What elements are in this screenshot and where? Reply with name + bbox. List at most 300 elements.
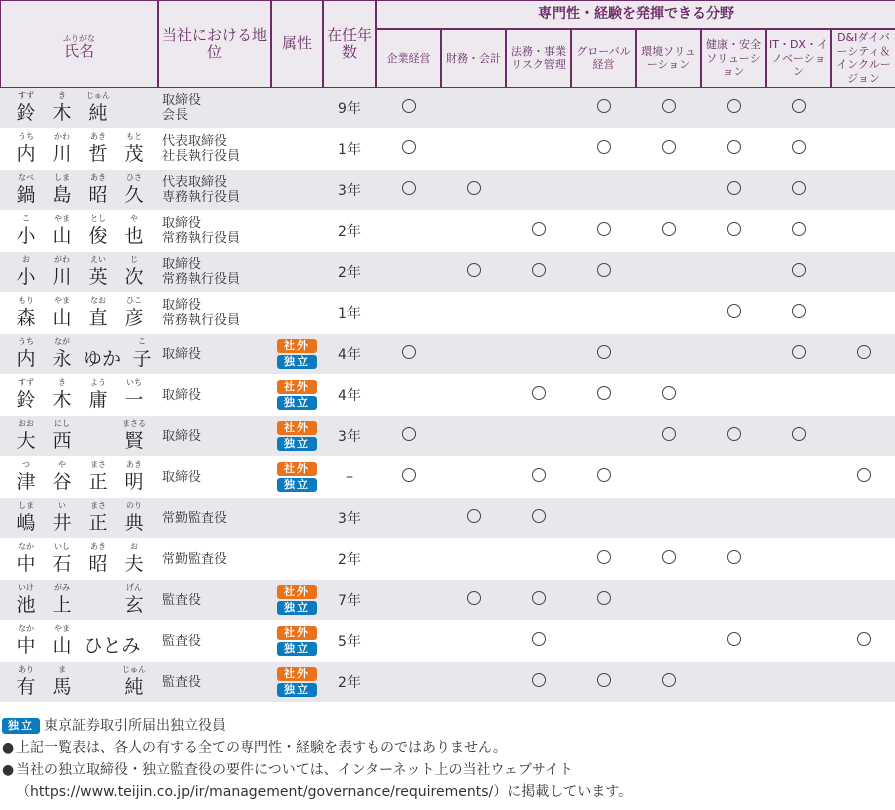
person-name [0,416,158,457]
circle-mark-icon [597,99,611,113]
name-kanji: 森 [16,307,36,329]
tenure-cell: 4年 [323,334,376,375]
name-ruby: あき [90,173,106,182]
name-char [46,214,78,251]
name-ruby: こ [22,214,30,223]
name-ruby: なか [18,542,34,551]
circle-mark-icon [532,263,546,277]
name-ruby: おお [18,419,34,428]
skill-cell-legal-risk [506,498,571,539]
circle-mark-icon [597,345,611,359]
circle-mark-icon [532,222,546,236]
skill-cell-health-safety [701,539,766,580]
header-skill-it-dx: IT・DX・イノベーション [766,29,831,88]
name-char [10,255,42,292]
tenure-cell: 5年 [323,621,376,662]
circle-mark-icon [727,427,741,441]
name-char [46,91,78,128]
person-name [0,334,158,375]
name-kanji: 純 [124,676,144,698]
tenure-cell: 2年 [323,211,376,252]
circle-mark-icon [662,673,676,687]
circle-mark-icon [597,263,611,277]
skill-cell-environment [636,662,701,703]
skill-cell-legal-risk [506,252,571,293]
circle-mark-icon [597,550,611,564]
skill-cell-health-safety [701,498,766,539]
name-char [10,624,42,661]
attribute-cell [271,457,323,498]
skill-cell-it-dx [766,211,831,252]
attribute-cell [271,170,323,211]
position-line: 社長執行役員 [162,149,241,164]
table-row [0,293,895,334]
circle-mark-icon [597,468,611,482]
skill-cell-health-safety [701,580,766,621]
circle-mark-icon [597,673,611,687]
name-ruby: いし [54,542,70,551]
name-ruby: がみ [54,583,70,592]
skill-cell-it-dx [766,293,831,334]
circle-mark-icon [467,509,481,523]
name-ruby: い [58,501,66,510]
name-kanji: 昭 [88,184,108,206]
table-row [0,498,895,539]
skill-cell-management [376,129,441,170]
tenure-cell: 1年 [323,129,376,170]
circle-mark-icon [662,99,676,113]
skill-cell-management [376,580,441,621]
circle-mark-icon [792,304,806,318]
skill-cell-management [376,621,441,662]
name-ruby: やま [54,624,70,633]
name-kanji: 次 [124,266,144,288]
name-kanji: 鍋 [16,184,36,206]
skill-cell-management [376,662,441,703]
skill-cell-legal-risk [506,416,571,457]
name-ruby: つ [22,460,30,469]
independent-badge: 独立 [277,355,317,369]
position-line: 監査役 [162,633,202,649]
circle-mark-icon [402,468,416,482]
position-line: 取締役 [162,298,202,313]
skill-cell-finance [441,88,506,129]
person-name [0,211,158,252]
circle-mark-icon [597,140,611,154]
skill-cell-management [376,293,441,334]
name-kanji: 川 [52,143,72,165]
name-kanji: 山 [52,635,72,657]
name-kanji: 直 [88,307,108,329]
outside-badge: 社外 [277,380,317,394]
position-line: 取締役 [162,93,202,108]
note-1 [2,737,892,759]
name-char [46,378,78,415]
name-char [118,214,150,251]
name-char [118,665,150,702]
name-char [46,501,78,538]
circle-mark-icon [727,181,741,195]
skill-cell-finance [441,457,506,498]
skill-cell-finance [441,621,506,662]
name-ruby: ま [58,665,66,674]
name-char [118,542,150,579]
name-ruby: まさる [122,419,146,428]
name-char [10,91,42,128]
attribute-cell [271,662,323,703]
name-char [46,255,78,292]
skill-cell-management [376,539,441,580]
attribute-cell [271,621,323,662]
skill-cell-global [571,211,636,252]
circle-mark-icon [857,632,871,646]
name-char [118,378,150,415]
name-kanji: 小 [16,266,36,288]
skill-cell-management [376,211,441,252]
note-1-text: 上記一覧表は、各人の有する全ての専門性・経験を表すものではありません。 [16,740,507,756]
skill-cell-legal-risk [506,539,571,580]
skill-cell-it-dx [766,375,831,416]
skill-cell-health-safety [701,129,766,170]
name-ruby: まさ [90,460,106,469]
attribute-cell [271,580,323,621]
skill-cell-health-safety [701,252,766,293]
name-char [82,460,114,497]
independent-badge: 独立 [277,642,317,656]
skill-cell-health-safety [701,334,766,375]
skill-cell-global [571,375,636,416]
circle-mark-icon [857,468,871,482]
name-kanji: 純 [88,102,108,124]
name-ruby: すず [17,378,35,387]
skill-cell-finance [441,539,506,580]
independent-badge: 独立 [277,683,317,697]
tenure-cell: 2年 [323,662,376,703]
circle-mark-icon [662,550,676,564]
table-row [0,88,895,129]
person-name [0,621,158,662]
legend-text: 東京証券取引所届出独立役員 [44,718,226,734]
table-row [0,662,895,703]
circle-mark-icon [792,222,806,236]
circle-mark-icon [532,386,546,400]
skill-cell-dei [831,293,895,334]
circle-mark-icon [792,99,806,113]
matrix-body [0,88,895,703]
position-line: 常務執行役員 [162,272,241,287]
table-row [0,580,895,621]
position-line: 取締役 [162,387,202,403]
name-kanji: 英 [88,266,108,288]
name-ruby: あき [126,460,142,469]
circle-mark-icon [727,99,741,113]
circle-mark-icon [662,427,676,441]
name-ruby: じ [130,255,138,264]
skill-cell-dei [831,88,895,129]
name-ruby: のり [126,501,142,510]
name-ruby: なが [54,337,70,346]
name-ruby: ひこ [126,296,142,305]
skill-cell-it-dx [766,621,831,662]
circle-mark-icon [532,509,546,523]
tenure-cell: 3年 [323,498,376,539]
name-kanji: 谷 [52,471,72,493]
skill-cell-management [376,498,441,539]
name-char [10,173,42,210]
skill-cell-it-dx [766,662,831,703]
skill-cell-environment [636,88,701,129]
name-kanji: 賢 [124,430,144,452]
name-kanji: 彦 [124,307,144,329]
skill-cell-finance [441,375,506,416]
circle-mark-icon [792,345,806,359]
tenure-cell: 3年 [323,416,376,457]
name-char [118,460,150,497]
circle-mark-icon [857,345,871,359]
skill-cell-it-dx [766,129,831,170]
attribute-cell [271,88,323,129]
name-kanji: 有 [16,676,36,698]
name-kanji: 大 [16,430,36,452]
name-ruby: あき [90,132,106,141]
skill-cell-health-safety [701,170,766,211]
name-ruby: いけ [18,583,34,592]
attribute-cell [271,293,323,334]
circle-mark-icon [727,304,741,318]
skill-cell-global [571,662,636,703]
skill-cell-management [376,375,441,416]
person-name [0,129,158,170]
name-ruby: もと [126,132,142,141]
skill-cell-health-safety [701,662,766,703]
header-skills-group: 専門性・経験を発揮できる分野 [376,0,895,29]
skill-cell-health-safety [701,457,766,498]
skill-cell-it-dx [766,334,831,375]
position-line: 会長 [162,108,189,123]
name-kanji: ゆか [82,348,121,370]
person-name [0,457,158,498]
name-char [82,214,114,251]
name-char [10,419,42,456]
header-tenure: 在任年数 [323,0,376,88]
skill-cell-dei [831,170,895,211]
name-char [82,501,114,538]
tenure-cell: 2年 [323,252,376,293]
skill-cell-finance [441,498,506,539]
skill-cell-finance [441,662,506,703]
outside-badge: 社外 [277,421,317,435]
skill-cell-global [571,170,636,211]
name-kanji: 正 [88,471,108,493]
attribute-cell [271,416,323,457]
skill-cell-management [376,334,441,375]
name-char [82,173,114,210]
name-char [118,296,150,333]
name-kanji: 上 [52,594,72,616]
attribute-cell [271,498,323,539]
skill-cell-it-dx [766,252,831,293]
position-cell [158,621,271,662]
circle-mark-icon [662,140,676,154]
name-char [46,460,78,497]
header-name [0,0,158,88]
name-char [82,542,114,579]
name-char [82,91,114,128]
name-ruby: かわ [54,132,70,141]
skill-cell-finance [441,170,506,211]
name-kanji: 木 [52,102,72,124]
name-ruby: なお [90,296,106,305]
name-ruby: や [58,460,66,469]
name-kanji: 西 [52,430,72,452]
circle-mark-icon [597,386,611,400]
independent-badge: 独立 [277,601,317,615]
header-skill-dei: D&Iダイバーシティ＆インクルージョン [831,29,895,88]
name-char [82,255,114,292]
name-ruby: うち [18,132,34,141]
person-name [0,375,158,416]
name-kanji: 庸 [88,389,108,411]
circle-mark-icon [467,181,481,195]
name-kanji: 正 [88,512,108,534]
name-kanji: 子 [132,348,152,370]
header-skill-finance: 財務・会計 [441,29,506,88]
skill-cell-environment [636,252,701,293]
name-ruby: こ [138,337,146,346]
name-ruby: ひさ [126,173,142,182]
name-kanji: 内 [16,143,36,165]
skill-cell-it-dx [766,539,831,580]
position-cell [158,498,271,539]
name-ruby: や [130,214,138,223]
name-char [118,173,150,210]
circle-mark-icon [662,386,676,400]
circle-mark-icon [792,427,806,441]
name-ruby: き [58,91,66,100]
name-kanji: 石 [52,553,72,575]
name-kanji: 夫 [124,553,144,575]
table-row [0,334,895,375]
circle-mark-icon [727,632,741,646]
tenure-cell: 2年 [323,539,376,580]
name-char [118,255,150,292]
name-kanji: 茂 [124,143,144,165]
position-line: 常務執行役員 [162,313,241,328]
name-char [118,583,150,620]
tenure-cell: 4年 [323,375,376,416]
skill-cell-legal-risk [506,293,571,334]
tenure-cell: 7年 [323,580,376,621]
skill-cell-finance [441,211,506,252]
name-ruby: なべ [18,173,34,182]
name-char [10,214,42,251]
name-ruby: じゅん [122,665,146,674]
name-kanji: 一 [124,389,144,411]
header-skill-health-safety: 健康・安全ソリューション [701,29,766,88]
name-char [10,132,42,169]
table-row [0,457,895,498]
note-2-text: 当社の独立取締役・独立監査役の要件については、インターネット上の当社ウェブサイト（https://www.teijin.co.jp/ir/management/governance/requirements/）に掲載しています。 [16,762,633,800]
name-kanji: 中 [16,635,36,657]
circle-mark-icon [532,632,546,646]
name-kanji: 馬 [52,676,72,698]
circle-mark-icon [532,468,546,482]
skill-cell-dei [831,416,895,457]
header-attribute: 属性 [271,0,323,88]
skill-cell-environment [636,170,701,211]
circle-mark-icon [532,673,546,687]
name-char [10,296,42,333]
skill-cell-dei [831,375,895,416]
attribute-cell [271,334,323,375]
independent-badge: 独立 [277,396,317,410]
name-kanji: 永 [52,348,72,370]
skill-cell-finance [441,293,506,334]
name-char [10,583,42,620]
circle-mark-icon [597,222,611,236]
skill-cell-health-safety [701,375,766,416]
header-skill-management: 企業経営 [376,29,441,88]
name-char [118,501,150,538]
independent-badge: 独立 [277,437,317,451]
position-line: 代表取締役 [162,134,228,149]
position-cell [158,416,271,457]
name-kanji: 哲 [88,143,108,165]
skill-cell-it-dx [766,88,831,129]
name-char [118,132,150,169]
position-cell [158,539,271,580]
name-char [82,348,122,374]
skill-cell-global [571,334,636,375]
name-ruby: まさ [90,501,106,510]
circle-mark-icon [532,591,546,605]
skill-cell-management [376,416,441,457]
position-cell [158,662,271,703]
skill-cell-management [376,252,441,293]
skill-cell-global [571,457,636,498]
skill-cell-legal-risk [506,88,571,129]
position-line: 常勤監査役 [162,510,228,526]
position-cell [158,334,271,375]
person-name [0,580,158,621]
name-char [82,635,142,661]
name-ruby: にし [54,419,70,428]
notes [2,715,892,803]
skill-cell-finance [441,129,506,170]
attribute-cell [271,129,323,170]
name-ruby: もり [18,296,34,305]
circle-mark-icon [727,222,741,236]
skill-cell-dei [831,334,895,375]
name-ruby: き [58,378,66,387]
position-line: 取締役 [162,216,202,231]
table-row [0,539,895,580]
tenure-cell: – [323,457,376,498]
circle-mark-icon [597,591,611,605]
name-ruby: なか [18,624,34,633]
skill-cell-health-safety [701,416,766,457]
outside-badge: 社外 [277,462,317,476]
name-ruby: しま [54,173,70,182]
name-char [46,419,78,456]
name-ruby: やま [54,214,70,223]
name-ruby: しま [18,501,34,510]
name-kanji: 也 [124,225,144,247]
name-char [10,501,42,538]
position-cell [158,293,271,334]
skill-cell-global [571,252,636,293]
header-position: 当社における地位 [158,0,271,88]
